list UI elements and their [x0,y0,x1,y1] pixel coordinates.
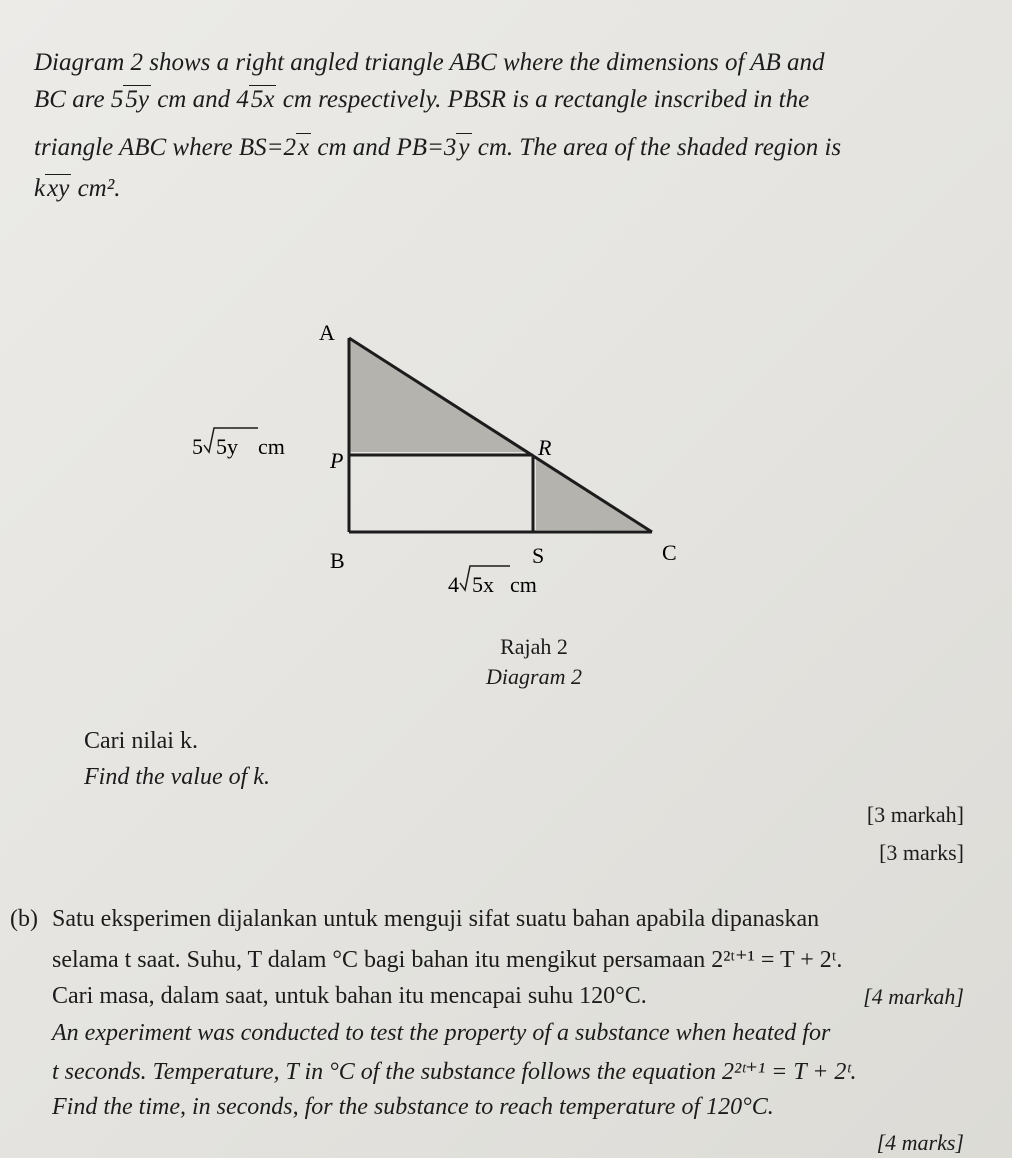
text-segment: cm². [71,175,121,202]
question-b-line-4: An experiment was conducted to test the property of a substance when heated for [52,1020,831,1046]
label-r: R [538,435,552,460]
sqrt-5y: 5y [125,86,149,113]
label-p: P [330,448,344,473]
intro-line-1: Diagram 2 shows a right angled triangle ABC where the dimensions of AB and [34,49,825,76]
sqrt-5x: 5x [250,86,275,113]
marks-en-b: [4 marks] [876,1130,964,1155]
label-a: A [319,320,335,345]
marks-ms-b: [4 markah] [863,984,964,1009]
text-segment: k [34,175,46,202]
label-s: S [532,543,545,568]
question-b-label: (b) [10,906,38,932]
bc-dimension-label [448,566,537,597]
bc-radicand: 5x [472,572,494,597]
marks-en-a: [3 marks] [879,840,964,865]
text-segment: cm respectively. PBSR is a rectangle inscribed in the [276,86,810,113]
text-segment: cm. The area of the shaded region is [471,134,842,161]
ab-coefficient: 5 [192,434,203,459]
sqrt-y: y [458,134,470,161]
ab-dimension-label [192,428,285,459]
label-b: B [330,548,345,573]
text-segment: cm and 4 [150,86,249,113]
find-k-en: Find the value of k. [84,764,270,790]
find-k-ms: Cari nilai k. [84,728,198,754]
caption-ms: Rajah 2 [500,634,568,659]
sqrt-xy: xy [47,175,70,202]
marks-ms-a: [3 markah] [866,802,964,827]
label-c: C [662,540,677,565]
text-segment: cm and PB=3 [311,134,457,161]
ab-radicand: 5y [216,434,238,459]
bc-unit: cm [510,572,537,597]
question-b-line-3: Cari masa, dalam saat, untuk bahan itu mencapai suhu 120°C. [52,983,647,1009]
ab-unit: cm [258,434,285,459]
question-b-line-1: Satu eksperimen dijalankan untuk menguji sifat suatu bahan apabila dipanaskan [52,906,820,932]
question-b-line-5: t seconds. Temperature, T in °C of the substance follows the equation 2²ᵗ⁺¹ = T + 2ᵗ. [52,1059,857,1085]
question-b-line-2: selama t saat. Suhu, T dalam °C bagi bahan itu mengikut persamaan 2²ᵗ⁺¹ = T + 2ᵗ. [52,947,843,973]
sqrt-x: x [298,134,310,161]
bc-coefficient: 4 [448,572,459,597]
text-segment: triangle ABC where BS=2 [34,134,296,161]
text-segment: BC are 5 [34,86,124,113]
question-b-line-6: Find the time, in seconds, for the substance to reach temperature of 120°C. [52,1094,774,1120]
caption-en: Diagram 2 [486,664,582,689]
